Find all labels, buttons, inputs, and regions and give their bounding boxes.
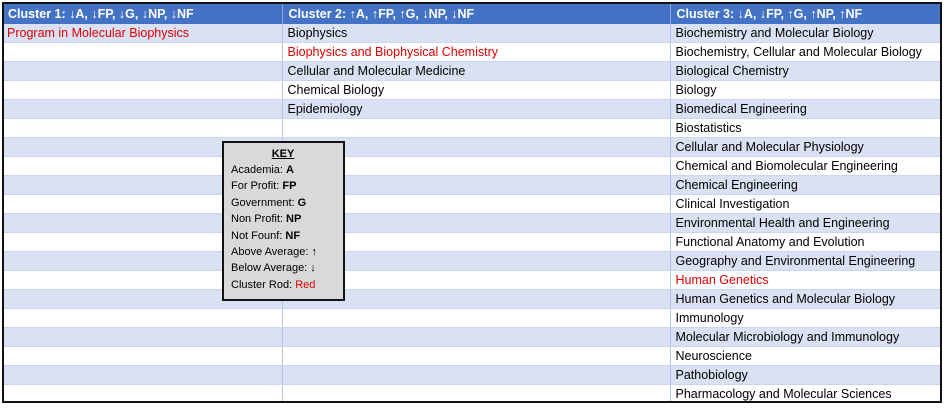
cluster-1-cell: [2, 385, 282, 404]
key-line: [231, 195, 343, 211]
key-line: [231, 228, 343, 244]
cluster-3-cell: Functional Anatomy and Evolution: [670, 233, 942, 252]
cluster-3-cell: Clinical Investigation: [670, 195, 942, 214]
key-line: [231, 244, 343, 260]
table-row: [2, 347, 942, 366]
table-row: [2, 195, 942, 214]
cluster-3-cell: Biological Chemistry: [670, 62, 942, 81]
key-legend: [222, 141, 345, 301]
cluster-2-cell: Biophysics and Biophysical Chemistry: [282, 43, 670, 62]
header-cluster-1: Cluster 1: ↓A, ↓FP, ↓G, ↓NP, ↓NF: [2, 3, 282, 24]
cluster-3-cell: Neuroscience: [670, 347, 942, 366]
table-row: [2, 385, 942, 404]
table-row: [2, 24, 942, 43]
table-row: [2, 43, 942, 62]
table-row: [2, 290, 942, 309]
table-row: [2, 81, 942, 100]
key-value: FP: [282, 180, 297, 193]
cluster-2-cell: [282, 328, 670, 347]
key-value: G: [297, 196, 307, 209]
key-label: Above Average:: [231, 245, 312, 258]
key-label: Cluster Rod:: [231, 278, 296, 291]
table-row: [2, 119, 942, 138]
cluster-3-cell: Chemical and Biomolecular Engineering: [670, 157, 942, 176]
cluster-2-cell: Epidemiology: [282, 100, 670, 119]
cluster-table-frame: [2, 2, 942, 403]
key-label: Government:: [231, 196, 298, 209]
key-line: [231, 211, 343, 227]
cluster-3-cell: Chemical Engineering: [670, 176, 942, 195]
cluster-2-cell: [282, 385, 670, 404]
key-label: Below Average:: [231, 262, 311, 275]
cluster-1-cell: Program in Molecular Biophysics: [2, 24, 282, 43]
cluster-3-cell: Biomedical Engineering: [670, 100, 942, 119]
key-label: Non Profit:: [231, 213, 287, 226]
key-line: [231, 277, 343, 293]
cluster-3-cell: Immunology: [670, 309, 942, 328]
table-row: [2, 252, 942, 271]
cluster-1-cell: [2, 81, 282, 100]
table-row: [2, 100, 942, 119]
cluster-2-cell: [282, 309, 670, 328]
header-row: [2, 3, 942, 24]
table-row: [2, 138, 942, 157]
table-row: [2, 157, 942, 176]
key-value: NP: [286, 213, 302, 226]
cluster-table: [2, 3, 942, 403]
cluster-1-cell: [2, 309, 282, 328]
cluster-3-cell: Human Genetics and Molecular Biology: [670, 290, 942, 309]
cluster-1-cell: [2, 62, 282, 81]
cluster-3-cell: Biology: [670, 81, 942, 100]
cluster-1-cell: [2, 347, 282, 366]
cluster-3-cell: Environmental Health and Engineering: [670, 214, 942, 233]
cluster-3-cell: Pharmacology and Molecular Sciences: [670, 385, 942, 404]
cluster-1-cell: [2, 100, 282, 119]
key-lines: [231, 162, 343, 293]
cluster-3-cell: Biostatistics: [670, 119, 942, 138]
table-row: [2, 271, 942, 290]
cluster-3-cell: Cellular and Molecular Physiology: [670, 138, 942, 157]
key-title: KEY: [271, 148, 295, 160]
key-line: [231, 162, 343, 178]
cluster-1-cell: [2, 43, 282, 62]
cluster-3-cell: Molecular Microbiology and Immunology: [670, 328, 942, 347]
cluster-3-cell: Pathobiology: [670, 366, 942, 385]
key-value: ↓: [310, 262, 316, 275]
key-value: A: [286, 164, 294, 176]
table-row: [2, 233, 942, 252]
table-row: [2, 176, 942, 195]
header-cluster-2: Cluster 2: ↑A, ↑FP, ↑G, ↓NP, ↓NF: [282, 3, 670, 24]
cluster-2-cell: [282, 347, 670, 366]
key-value: Red: [295, 278, 316, 291]
key-line: [231, 178, 343, 194]
cluster-3-cell: Human Genetics: [670, 271, 942, 290]
cluster-2-cell: Biophysics: [282, 24, 670, 43]
cluster-3-cell: Geography and Environmental Engineering: [670, 252, 942, 271]
header-cluster-3: Cluster 3: ↓A, ↓FP, ↑G, ↑NP, ↑NF: [670, 3, 942, 24]
table-row: [2, 309, 942, 328]
cluster-1-cell: [2, 366, 282, 385]
table-body: [2, 24, 942, 403]
cluster-1-cell: [2, 328, 282, 347]
table-row: [2, 366, 942, 385]
cluster-2-cell: Cellular and Molecular Medicine: [282, 62, 670, 81]
key-label: For Profit:: [231, 180, 283, 193]
key-label: Academia:: [231, 164, 287, 176]
key-line: [231, 260, 343, 276]
table-row: [2, 328, 942, 347]
cluster-2-cell: [282, 119, 670, 138]
key-value: NF: [285, 229, 301, 242]
cluster-3-cell: Biochemistry, Cellular and Molecular Biology: [670, 43, 942, 62]
cluster-2-cell: Chemical Biology: [282, 81, 670, 100]
key-value: ↑: [311, 245, 318, 258]
cluster-1-cell: [2, 119, 282, 138]
table-row: [2, 62, 942, 81]
cluster-3-cell: Biochemistry and Molecular Biology: [670, 24, 942, 43]
table-row: [2, 214, 942, 233]
key-label: Not Founf:: [231, 229, 286, 242]
cluster-2-cell: [282, 366, 670, 385]
